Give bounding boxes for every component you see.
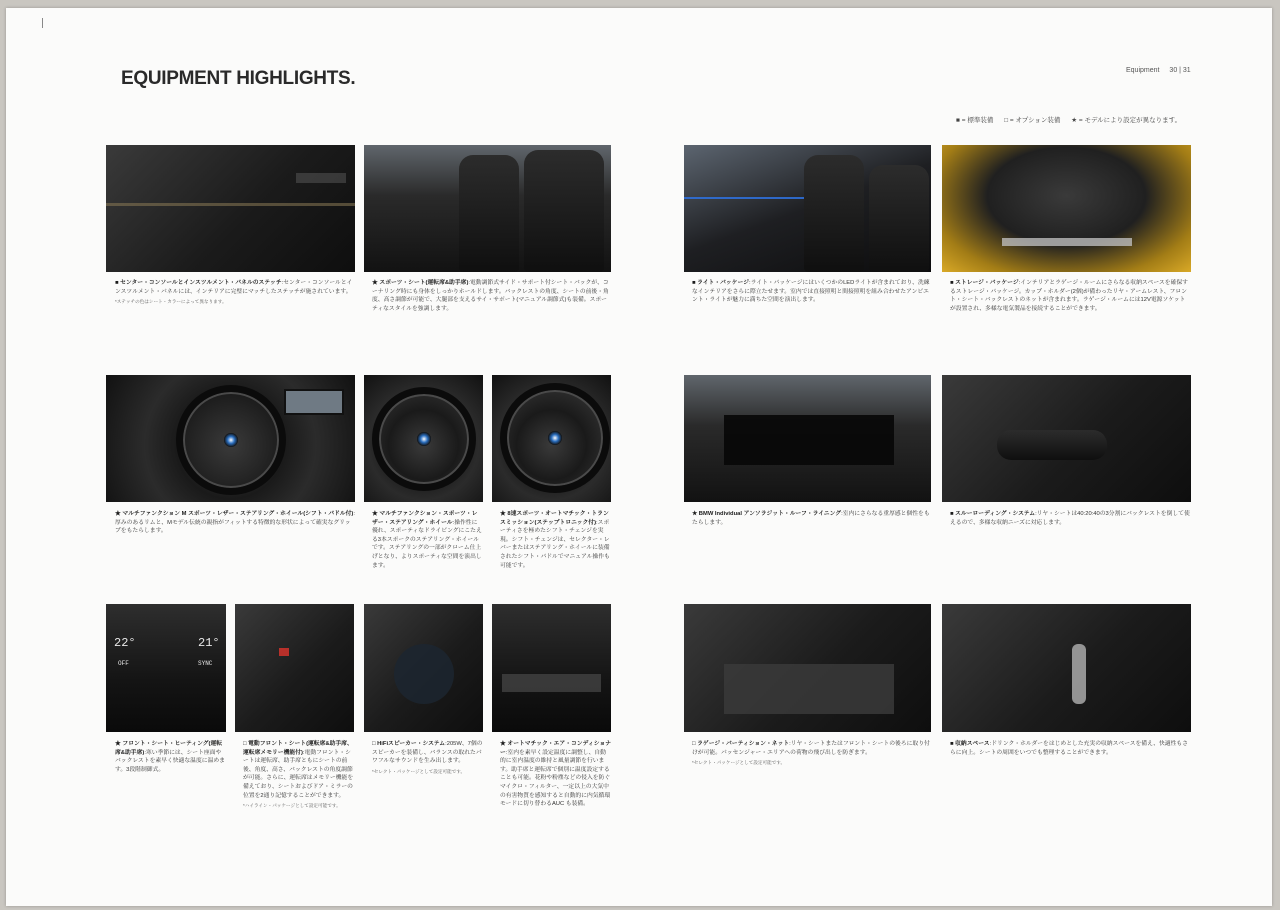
caption-stitching: ■ センター・コンソールとインスツルメント・パネルのステッチ:センター・コンソールとインスツルメント・パネルには、インテリアに完璧にマッチしたステッチが施されています。 *ステッチの色はシート・カラーによって異なります。 [115,280,353,305]
seat-shape [524,150,604,272]
photo-transmission-wheel [492,375,611,502]
air-vent [296,173,346,183]
caption-hifi: □ HiFiスピーカー・システム:205W、7個のスピーカーを装備し、バランスの取れたパワフルなサウンドを生み出します。 *セレクト・パッケージとして設定可能です。 [372,741,483,774]
crop-mark [42,18,43,28]
temp-right: 21° [198,636,220,650]
photo-storage-space [942,604,1191,732]
caption-seat-heating: ★ フロント・シート・ヒーティング(運転席&助手席):寒い季節には、シート座面やバックレストを素早く快適な温度に温めます。3段階制御式。 [115,741,225,773]
photo-light-package [684,145,931,272]
photo-partition-net [684,604,931,732]
seat-shape [459,155,519,272]
seat-shape [869,165,929,272]
page-numbers: 30 | 31 [1169,67,1191,74]
bmw-logo-icon [224,433,238,447]
photo-power-seats [235,604,354,732]
caption-air-conditioning: ★ オートマチック・エア・コンディショナー:室内を素早く設定温度に調整し、自動的に室内温度の維持と風量調節を行います。助手席と運転席で個別に温度設定することも可能。花粉や粉塵などの侵入を防ぐマイクロ・フィルター、一定以上の大気中の有害物質を感知すると自動的に内気循環モードに切り替わるAUC も装備。 [500,741,611,808]
photo-sport-steering-wheel [364,375,483,502]
page-header [1126,67,1191,74]
temp-left: 22° [114,636,136,650]
photo-air-conditioning [492,604,611,732]
caption-sport-steering: ★ マルチファンクション・スポーツ・レザー・ステアリング・ホイール:操作性に優れ、スポーティなドライビングにこたえる3本スポークのステアリング・ホイールです。ステアリングの一部がクローム仕上げとなり、よりスポーティな空間を演出します。 [372,511,482,569]
caption-roof-lining: ★ BMW Individual アンソラジット・ルーフ・ライニング:室内にさらなる重厚感と個性をもたらします。 [692,511,930,526]
btn-sync-label: SYNC [198,660,213,667]
stitch-line [106,203,355,206]
legend [956,115,1190,124]
photo-storage-package [942,145,1191,272]
gear-lever-shape [1072,644,1086,704]
page-title: EQUIPMENT HIGHLIGHTS. [121,68,356,89]
display-screen [284,389,344,415]
caption-storage-package: ■ ストレージ・パッケージ:インテリアとラゲージ・ルームにさらなる収納スペースを確保するストレージ・パッケージ。カップ・ホルダー(2個)が備わったリヤ・アームレスト、フロント・シート・バックレストのネットが含まれます。ラゲージ・ルームには12V電源ソケットが設置され、多様な電気製品を接続することができます。 [950,280,1188,312]
caption-light-package: ■ ライト・パッケージ:ライト・パッケージにはいくつかのLEDライトが含まれており、洗練なインテリアをさらに際立たせます。室内では直接照明と間接照明を組み合わせたアンビエント・ライトが魅力に満ちた空間を演出します。 [692,280,930,304]
photo-m-steering-wheel [106,375,355,502]
caption-partition-net: □ ラゲージ・パーティション・ネット:リヤ・シートまたはフロント・シートの後ろに取り付けが可能。パッセンジャー・エリアへの荷物の飛び出しを防ぎます。 *セレクト・パッケージとして設定可能です。 [692,741,930,766]
legend-model: ★ = モデルにより設定が異なります。 [1071,117,1182,124]
seat-shape [804,155,864,272]
photo-seat-heating [106,604,226,732]
caption-power-seats: □ 電動フロント・シート(運転席&助手席、運転席メモリー機能付):電動フロント・シートは運転席、助手席ともにシートの前後、角度、高さ、バックレストの角度調節が可能。さらに、運転席はメモリー機能を備えており、シートおよびドア・ミラーの位置を2通り記憶することができます。 *ハイライン・パッケージとして設定可能です。 [243,741,354,809]
btn-off-label: OFF [118,660,129,667]
bmw-logo-icon [548,431,562,445]
caption-transmission: ★ 8速スポーツ・オートマチック・トランスミッション(ステップトロニック付):スポーティさを極めたシフト・チェンジを実現。シフト・チェンジは、セレクター・レバーまたはステアリング・ホイールに装備されたシフト・パドルでマニュアル操作も可能です。 [500,511,610,569]
memory-button-red [279,648,289,656]
photo-dashboard-stitching [106,145,355,272]
legend-standard: ■ = 標準装備 [956,117,994,124]
sill-plate [1002,238,1132,246]
caption-storage-space: ■ 収納スペース:ドリンク・ホルダーをはじめとした充実の収納スペースを備え、快適性もさらに向上。シートの周囲をいつでも整理することができます。 [950,741,1189,756]
speaker-shape [394,644,454,704]
climate-panel [502,674,601,692]
caption-through-loading: ■ スルーローディング・システム:リヤ・シートは40:20:40の3分割にバックレストを倒して使えるので、多様な収納ニーズに対応します。 [950,511,1190,526]
caption-sport-seats: ★ スポーツ・シート(運転席&助手席):電動調節式サイド・サポート付シート・バックが、コーナリング時にも身体をしっかりホールドします。バックレストの角度、シートの前後・角度、高さ調節が可能で、大腿部を支えるサイ・サポート(マニュアル調節式)も装備。スポーティなスタイルを強調します。 [372,280,609,312]
armrest-shape [997,430,1107,460]
brochure-page [6,8,1272,906]
sunroof-shape [724,415,894,465]
section-name: Equipment [1126,67,1160,74]
photo-roof-lining [684,375,931,502]
photo-through-loading [942,375,1191,502]
cargo-floor [724,664,894,714]
caption-m-steering: ★ マルチファンクション M スポーツ・レザー・ステアリング・ホイール(シフト・パドル付):厚みのあるリムと、Mモデル伝統の親指がフィットする特徴的な形状によって確実なグリップをもたらします。 [115,511,355,535]
photo-hifi-speaker [364,604,483,732]
legend-option: □ = オプション装備 [1004,117,1061,124]
bmw-logo-icon [417,432,431,446]
photo-sport-seats [364,145,611,272]
ambient-light [684,197,804,199]
